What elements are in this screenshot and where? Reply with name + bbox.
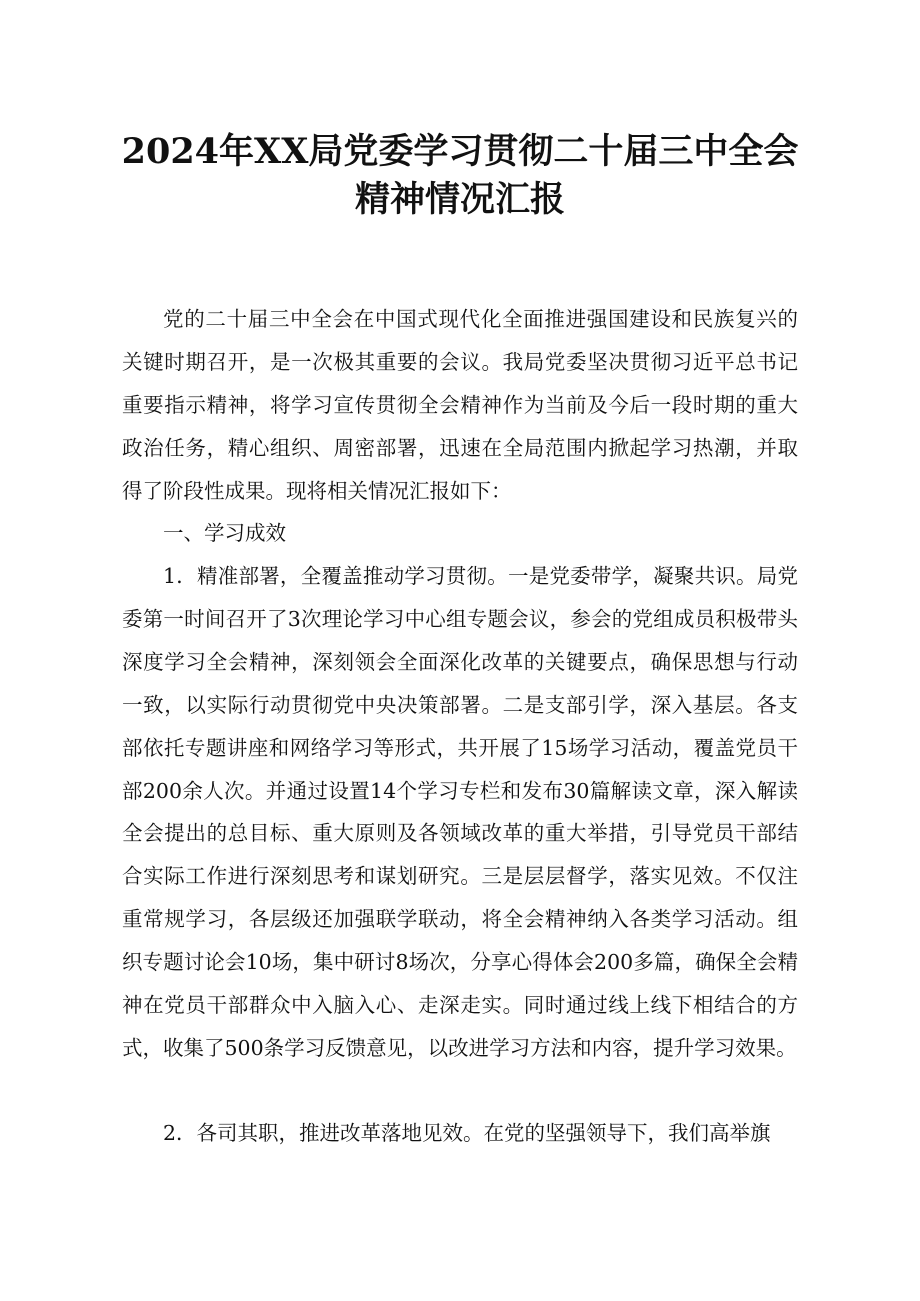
paragraph-item-1: 1．精准部署，全覆盖推动学习贯彻。一是党委带学，凝聚共识。局党委第一时间召开了3次理论学习中心组专题会议，参会的党组成员积极带头深度学习全会精神，深刻领会全面深化改革的关键要点，确保思想与行动一致，以实际行动贯彻党中央决策部署。二是支部引学，深入基层。各支部依托专题讲座和网络学习等形式，共开展了15场学习活动，覆盖党员干部200余人次。并通过设置14个学习专栏和发布30篇解读文章，深入解读全会提出的总目标、重大原则及各领域改革的重大举措，引导党员干部结合实际工作进行深刻思考和谋划研究。三是层层督学，落实见效。不仅注重常规学习，各层级还加强联学联动，将全会精神纳入各类学习活动。组织专题讨论会10场，集中研讨8场次，分享心得体会200多篇，确保全会精神在党员干部群众中入脑入心、走深走实。同时通过线上线下相结合的方式，收集了500条学习反馈意见，以改进学习方法和内容，提升学习效果。 bbox=[122, 564, 798, 1060]
paragraph-item-2: 2．各司其职，推进改革落地见效。在党的坚强领导下，我们高举旗 bbox=[163, 1121, 771, 1145]
section-heading-study-results: 一、学习成效 bbox=[163, 521, 286, 545]
document-title-line-2: 精神情况汇报 bbox=[354, 179, 565, 220]
document-title-line-1: 2024年XX局党委学习贯彻二十届三中全会 bbox=[121, 131, 799, 172]
intro-paragraph: 党的二十届三中全会在中国式现代化全面推进强国建设和民族复兴的关键时期召开，是一次极其重要的会议。我局党委坚决贯彻习近平总书记重要指示精神，将学习宣传贯彻全会精神作为当前及今后一段时期的重大政治任务，精心组织、周密部署，迅速在全局范围内掀起学习热潮，并取得了阶段性成果。现将相关情况汇报如下： bbox=[122, 307, 798, 503]
